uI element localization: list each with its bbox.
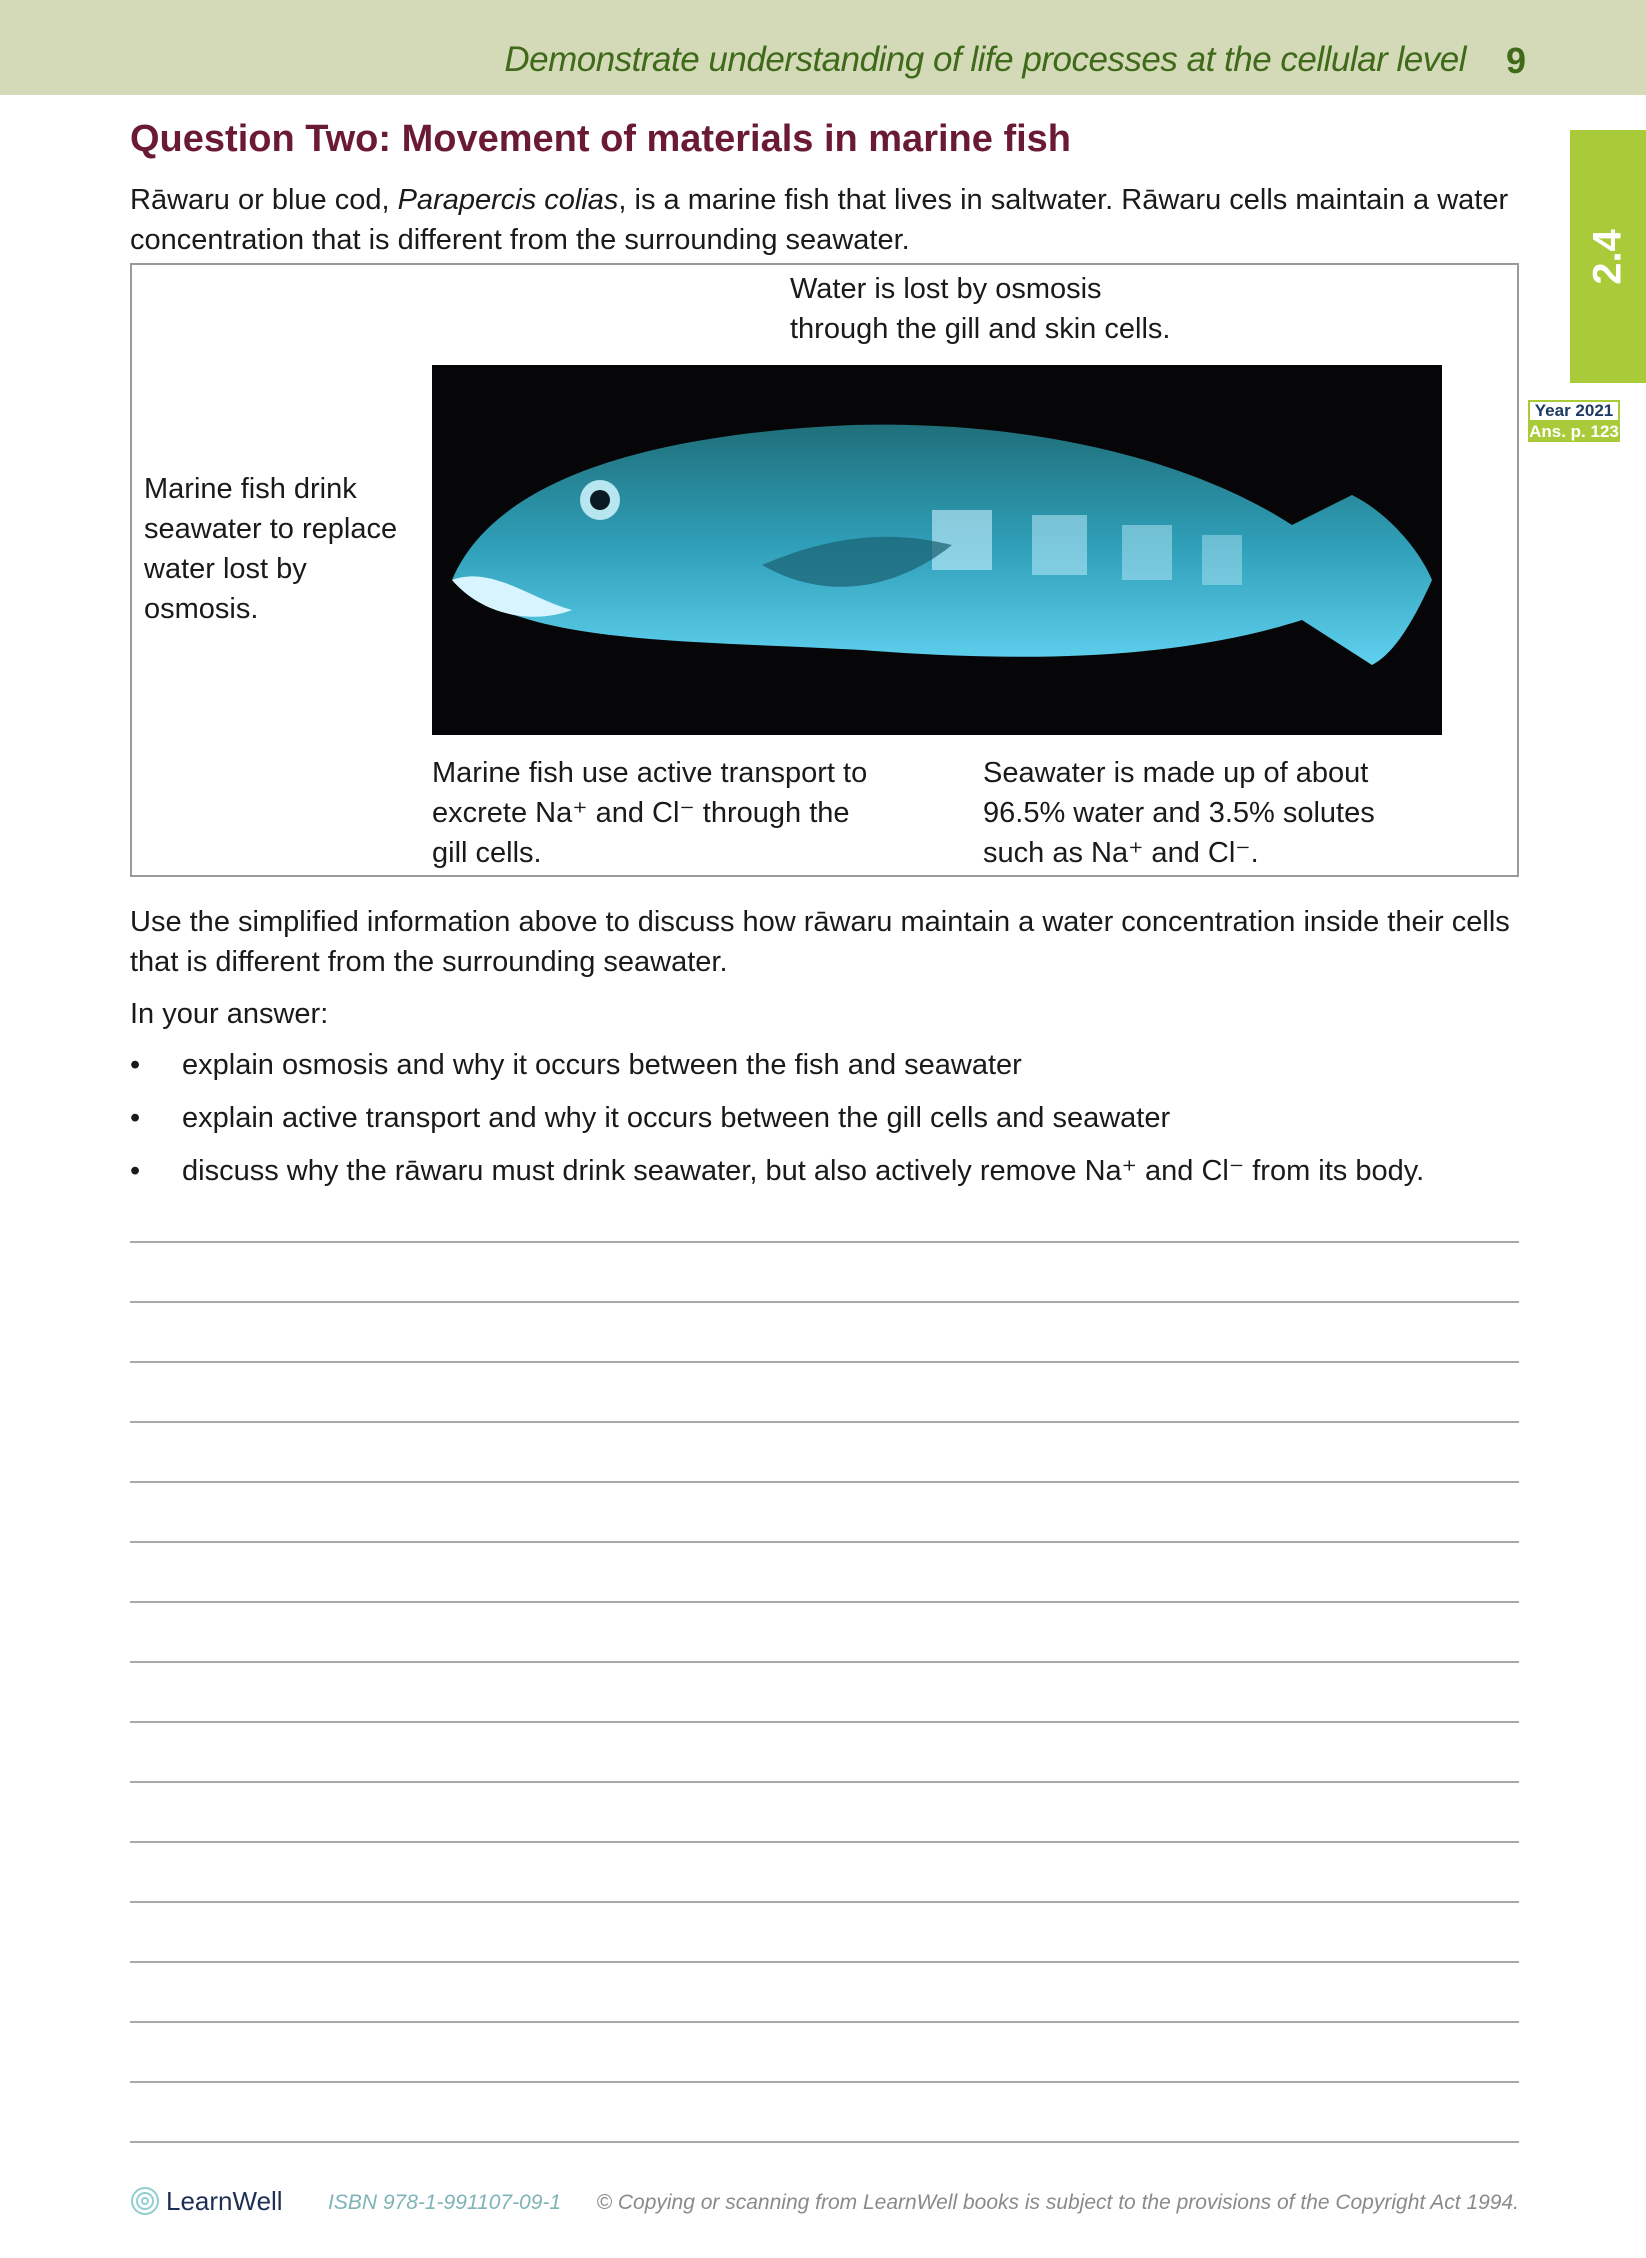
running-header-title: Demonstrate understanding of life processes at the cellular level <box>504 40 1466 79</box>
year-label: Year 2021 <box>1528 400 1620 422</box>
label-seawater-composition: Seawater is made up of about 96.5% water and 3.5% solutes such as Na⁺ and Cl⁻. <box>983 757 1375 869</box>
learnwell-logo <box>130 2185 283 2217</box>
answer-line[interactable] <box>130 1481 1519 1541</box>
answer-lines[interactable] <box>130 1241 1519 2201</box>
answer-line[interactable] <box>130 1961 1519 2021</box>
answer-line[interactable] <box>130 1421 1519 1481</box>
answer-line[interactable] <box>130 1901 1519 1961</box>
answer-line[interactable] <box>130 1661 1519 1721</box>
bullet-icon: • <box>130 1102 141 1134</box>
bullet-icon: • <box>130 1049 141 1081</box>
answer-line[interactable] <box>130 1721 1519 1781</box>
year-badge <box>1528 400 1620 442</box>
answer-line[interactable] <box>130 2081 1519 2141</box>
logo-text: LearnWell <box>166 2185 283 2216</box>
answer-line[interactable] <box>130 1241 1519 1301</box>
intro-paragraph: Rāwaru or blue cod, Parapercis colias, is a marine fish that lives in saltwater. Rāwaru cells maintain a water concentration that is different from the surrounding seawater. <box>130 184 1509 256</box>
answer-line[interactable] <box>130 1301 1519 1361</box>
footer <box>130 2185 1519 2225</box>
label-active-transport: Marine fish use active transport to excrete Na⁺ and Cl⁻ through the gill cells. <box>432 757 868 869</box>
list-item: • discuss why the rāwaru must drink seawater, but also actively remove Na⁺ and Cl⁻ from its body. <box>130 1151 1530 1191</box>
section-tab-label: 2.4 <box>1585 228 1630 285</box>
in-your-answer-label: In your answer: <box>130 998 329 1030</box>
blue-cod-image <box>432 365 1442 735</box>
isbn: ISBN 978-1-991107-09-1 <box>328 2191 562 2214</box>
answers-page-label: Ans. p. 123 <box>1529 422 1619 441</box>
swirl-logo-icon <box>130 2185 160 2217</box>
label-water-lost: Water is lost by osmosis through the gill and skin cells. <box>790 273 1171 345</box>
answer-line[interactable] <box>130 1361 1519 1421</box>
answer-criteria-list <box>130 1045 1530 1204</box>
list-item: • explain active transport and why it occurs between the gill cells and seawater <box>130 1098 1530 1138</box>
list-item: • explain osmosis and why it occurs between the fish and seawater <box>130 1045 1530 1085</box>
task-instruction: Use the simplified information above to discuss how rāwaru maintain a water concentration inside their cells that is different from the surrounding seawater. <box>130 906 1510 978</box>
answer-line[interactable] <box>130 2021 1519 2081</box>
answer-line[interactable] <box>130 1541 1519 1601</box>
answer-line[interactable] <box>130 1841 1519 1901</box>
species-name: Parapercis colias <box>397 184 619 216</box>
bullet-icon: • <box>130 1155 141 1187</box>
copyright-notice: © Copying or scanning from LearnWell books is subject to the provisions of the Copyright Act 1994. <box>596 2191 1519 2214</box>
answer-line[interactable] <box>130 1781 1519 1841</box>
page-number: 9 <box>1505 40 1526 81</box>
section-tab <box>1570 130 1646 383</box>
question-title: Question Two: Movement of materials in marine fish <box>130 118 1072 160</box>
label-fish-drink: Marine fish drink seawater to replace water lost by osmosis. <box>144 473 398 625</box>
fish-photo <box>432 365 1442 735</box>
figure-box <box>130 263 1519 877</box>
answer-line[interactable] <box>130 1601 1519 1661</box>
